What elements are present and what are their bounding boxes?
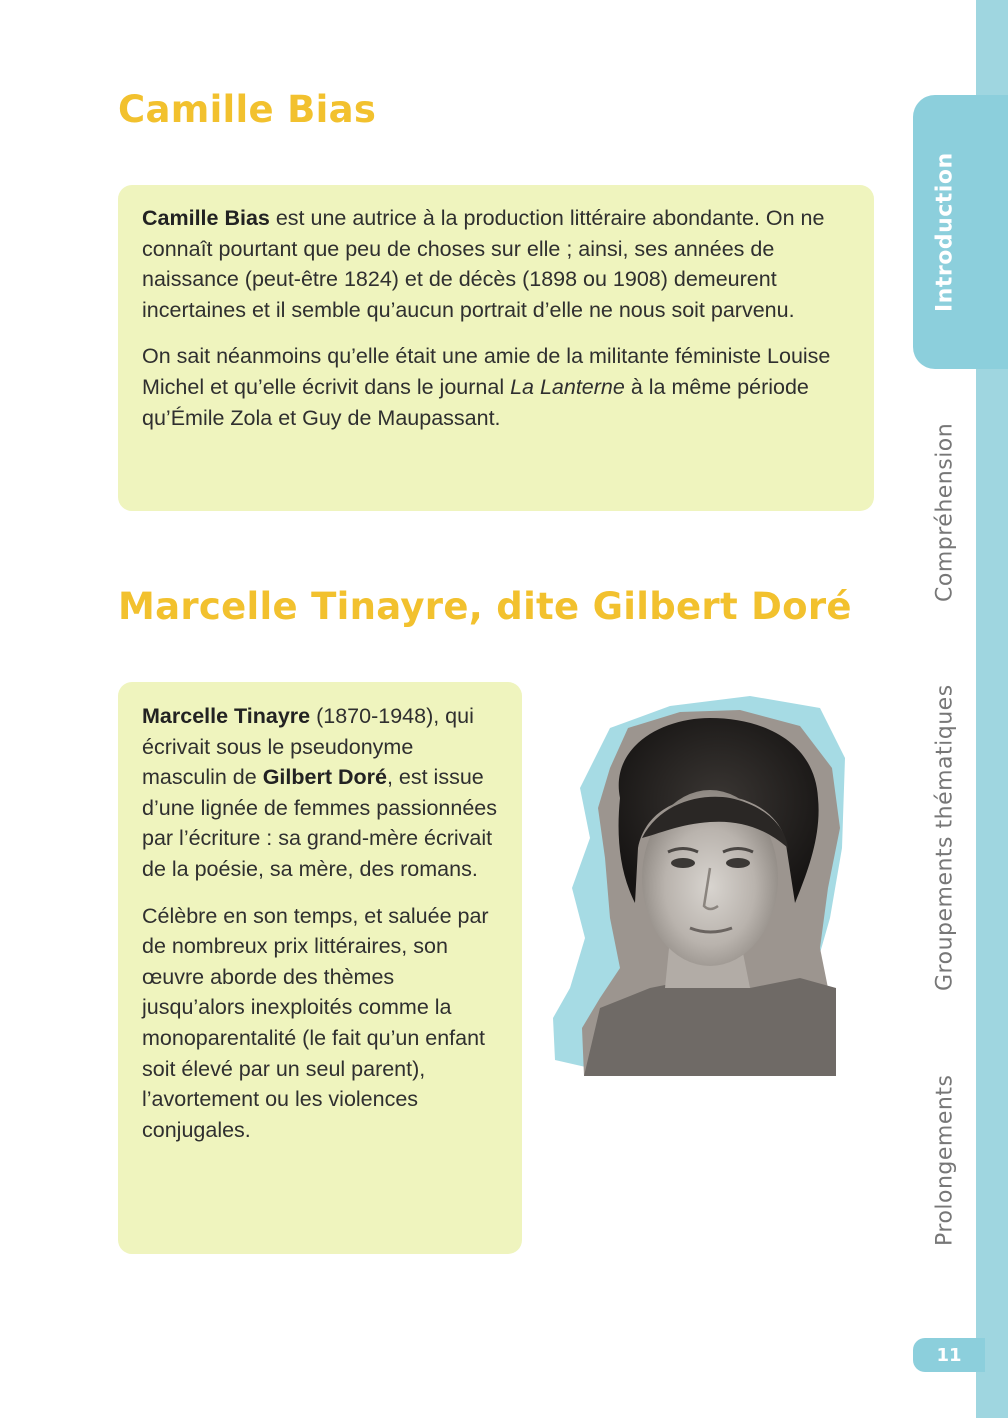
paragraph-text: (1870-1948), qui écrivait sous le pseudonyme masculin de <box>142 704 474 790</box>
section-heading-camille-bias: Camille Bias <box>118 88 377 131</box>
bio-paragraph-1 <box>142 203 850 325</box>
tab-prolongements[interactable]: Prolongements <box>932 1074 958 1246</box>
bio-paragraph-1 <box>142 701 498 885</box>
journal-title: La Lanterne <box>510 374 625 399</box>
bio-paragraph-2: Célèbre en son temps, et saluée par de nombreux prix littéraires, son œuvre aborde des thèmes jusqu’alors inexploités comme la monoparentalité (le fait qu’un enfant soit élevé par un seul parent), l’avortement ou les violences conjugales. <box>142 903 489 1142</box>
tab-comprehension[interactable]: Compréhension <box>932 422 958 603</box>
name-bold: Marcelle Tinayre <box>142 704 311 728</box>
tab-introduction[interactable]: Introduction <box>932 152 958 312</box>
portrait-photo-marcelle-tinayre <box>550 688 850 1083</box>
tab-groupements-thematiques[interactable]: Groupements thématiques <box>932 684 958 991</box>
paragraph-text: est une autrice à la production littéraire abondante. On ne connaît pourtant que peu de choses sur elle ; ainsi, ses années de naissance (peut-être 1824) et de décès (1898 ou 1908) demeurent incertaines et il semble qu’aucun portrait d’elle ne nous soit parvenu. <box>142 206 825 322</box>
bio-paragraph-2 <box>142 341 850 433</box>
pseudonym-bold: Gilbert Doré <box>262 765 387 790</box>
name-bold: Camille Bias <box>142 206 270 230</box>
bio-box-marcelle-tinayre <box>118 682 522 1254</box>
paragraph-text: On sait néanmoins qu’elle était une amie de la militante féministe Louise Michel et qu’elle écrivit dans le journal <box>142 344 831 399</box>
paragraph-text: , est issue d’une lignée de femmes passionnées par l’écriture : sa grand-mère écrivait de la poésie, sa mère, des romans. <box>142 765 497 881</box>
page-number: 11 <box>913 1338 985 1372</box>
bio-box-camille-bias <box>118 185 874 511</box>
section-heading-marcelle-tinayre: Marcelle Tinayre, dite Gilbert Doré <box>118 585 852 628</box>
paragraph-text: à la même période qu’Émile Zola et Guy de Maupassant. <box>142 374 809 430</box>
